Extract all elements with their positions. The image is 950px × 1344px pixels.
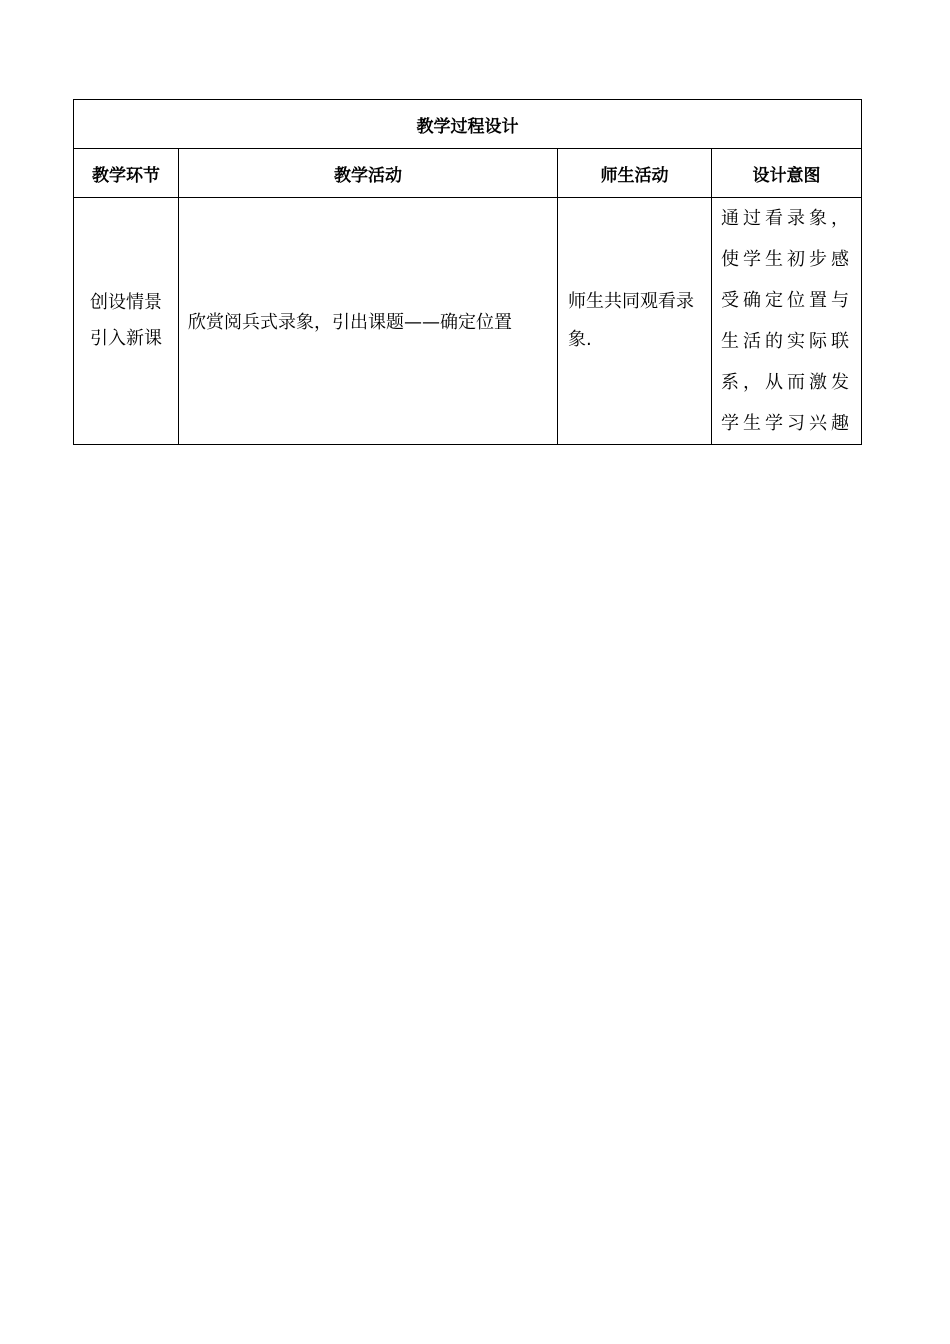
stage-line-1: 创设情景 [90, 292, 162, 313]
header-activity: 教学活动 [179, 149, 558, 198]
stage-line-2: 引入新课 [90, 328, 162, 349]
header-intent: 设计意图 [712, 149, 862, 198]
table-title-row [74, 100, 862, 149]
header-stage: 教学环节 [74, 149, 179, 198]
teaching-process-table [73, 99, 862, 445]
table-header-row [74, 149, 862, 198]
table-title: 教学过程设计 [74, 100, 862, 149]
intent-cell: 通过看录象，使学生初步感受确定位置与生活的实际联系，从而激发学生学习兴趣 [712, 198, 862, 445]
activity-cell: 欣赏阅兵式录象，引出课题——确定位置 [179, 198, 558, 445]
interaction-cell: 师生共同观看录象. [558, 198, 712, 445]
header-interaction: 师生活动 [558, 149, 712, 198]
stage-cell [74, 198, 179, 445]
table-row [74, 198, 862, 445]
